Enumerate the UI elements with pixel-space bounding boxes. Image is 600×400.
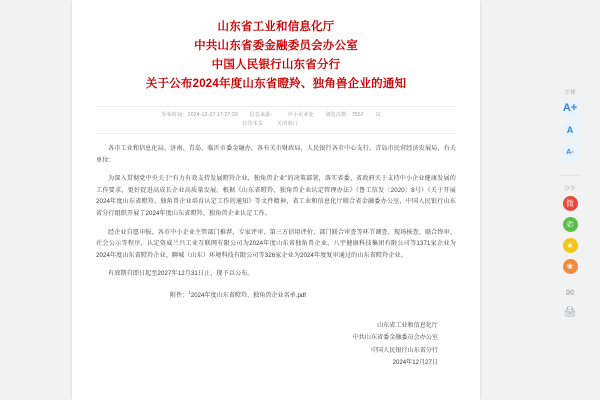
document-page — [72, 0, 480, 400]
title-line-1: 山东省工业和信息化厅 — [217, 21, 335, 33]
source-label: 信息来源： — [249, 112, 276, 118]
qzone-share-icon[interactable]: ❀ — [563, 259, 578, 274]
view-count: 浏览次数：7557 — [325, 112, 364, 118]
attachment-index: 1 — [188, 289, 191, 295]
tools-group — [540, 288, 600, 318]
close-window-link[interactable]: 关闭窗口 — [276, 121, 298, 127]
print-page-link[interactable]: 打印本页 — [242, 121, 264, 127]
title-line-2: 中共山东省委金融委员会办公室 — [194, 40, 358, 52]
share-group — [540, 184, 600, 274]
font-increase-button[interactable]: A+ — [562, 100, 579, 117]
share-label: 分享 — [564, 186, 576, 192]
mail-icon[interactable]: ✉ — [565, 288, 575, 299]
font-default-button[interactable]: A — [562, 122, 579, 139]
signoff-line-2: 中共山东省委金融委员会办公室 — [352, 334, 438, 342]
paragraph-4: 有效期自即日起至2027年12月31日止，现予以公布。 — [108, 270, 254, 278]
source-value: 中小企业处 — [287, 112, 314, 118]
signoff-line-1: 山东省工业和信息化厅 — [377, 321, 438, 329]
attachment-prefix: 附件： — [170, 291, 189, 299]
paragraph-2: 为深入贯彻党中央关于“有力有效支持发展瞪羚企业、独角兽企业”的决策部署，落实省委、省政府关于支持中小企业健康发展的工作要求，更好促进高成长企业高质量发展。根据《山东省瞪羚、独角兽企业认定管理办法》（鲁工信发〔2020〕8号）《关于开展2024年度山东省瞪羚、独角兽企业培育认定工作的通知》等文件精神，省工业和信息化厅联合省金融委办公室、中国人民银行山东省分行组织开展了2024年度山东省瞪羚、独角兽企业认定工作。 — [96, 175, 456, 217]
attachment-link[interactable]: 2024年度山东省瞪羚、独角兽企业名单.pdf — [190, 291, 306, 299]
font-size-group — [540, 88, 600, 161]
document-title — [96, 18, 456, 94]
attachment-row — [96, 287, 456, 302]
document-meta — [96, 106, 456, 134]
document-body — [96, 143, 456, 280]
view-count-unit: 次 — [375, 112, 381, 118]
document-signoff — [96, 320, 456, 370]
wechat-share-icon[interactable]: ✆ — [563, 217, 578, 232]
font-decrease-button[interactable]: A- — [562, 144, 579, 161]
title-line-4: 关于公布2024年度山东省瞪羚、独角兽企业的通知 — [145, 78, 407, 90]
print-icon[interactable]: 🖨 — [563, 307, 577, 318]
weibo-share-icon[interactable]: 微 — [563, 196, 578, 211]
rail-divider — [560, 175, 580, 176]
signoff-line-3: 中国人民银行山东省分行 — [370, 346, 438, 354]
meta-row-actions — [96, 120, 456, 129]
signoff-date: 2024年12月27日 — [392, 359, 438, 367]
meta-row-publish — [96, 111, 456, 120]
font-size-label: 字体 — [564, 90, 576, 96]
qq-share-icon[interactable]: ★ — [563, 238, 578, 253]
title-line-3: 中国人民银行山东省分行 — [211, 59, 341, 71]
paragraph-1: 各市工业和信息化局、济南、青岛、临沂市委金融办，各有关市财政局，人民银行各市中心支行、青岛市民营经济发展局，有关单位： — [96, 145, 456, 164]
side-toolbar — [540, 88, 600, 332]
publish-time: 发布时间：2024-12-27 17:27:39 — [161, 112, 238, 118]
paragraph-3: 经企业自愿申报、各市中小企业主管部门推荐、专家评审、第三方信用评价、部门联合审查等环节调查、现场核查、联合终审、社会公示等程序，认定资威兰兴工业互联网有限公司为2024年度山东省独角兽企业、八宇健康科技集团有限公司等1371家企业为2024年度山东省瞪羚企业、聊城（山东）环境科技有限公司等326家企业为2024年度复审通过的山东省瞪羚企业。 — [96, 228, 456, 259]
